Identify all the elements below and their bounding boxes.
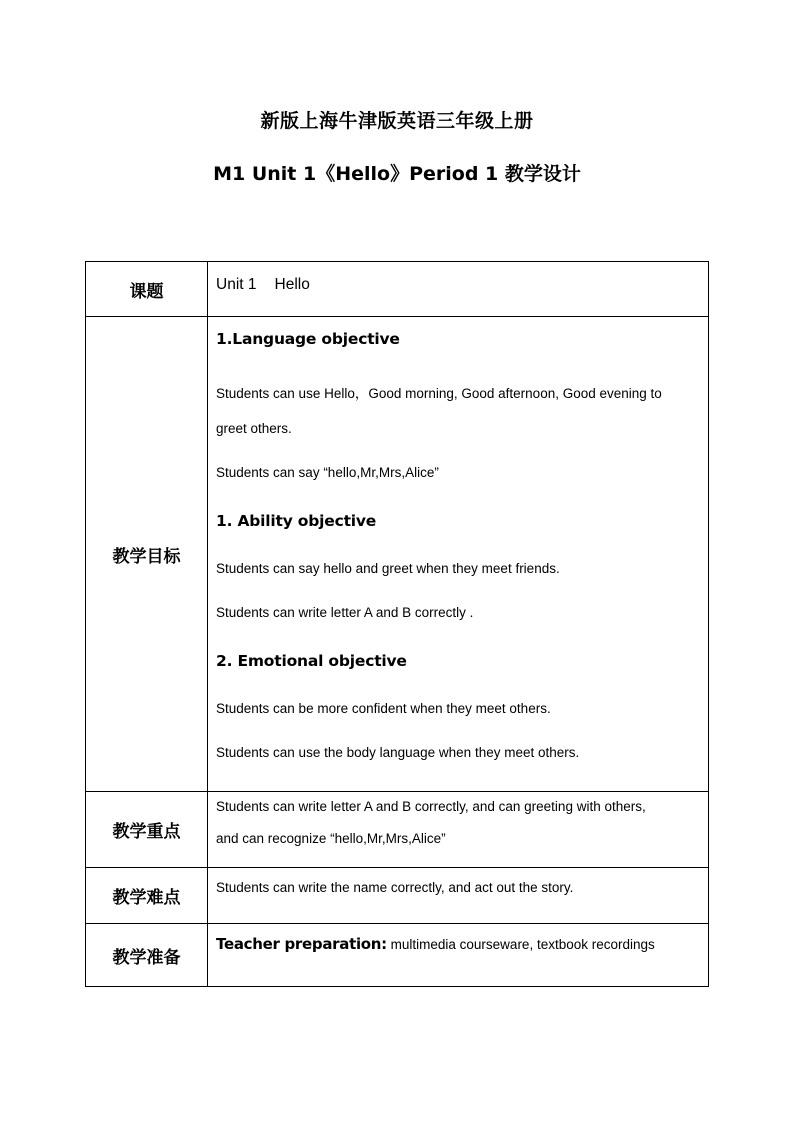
label-topic: 课题 [86,262,208,317]
label-key-points: 教学重点 [86,792,208,868]
difficulties-line-1: Students can write the name correctly, and act out the story. [216,880,574,895]
cell-difficulties [208,868,709,924]
label-difficulties: 教学难点 [86,868,208,924]
ability-objective-line-1: Students can say hello and greet when they meet friends. [216,561,560,576]
key-points-line-2: and can recognize “hello,Mr,Mrs,Alice” [216,831,446,846]
lesson-plan-table [85,261,709,987]
label-objectives: 教学目标 [86,317,208,792]
emotional-objective-line-1: Students can be more confident when they meet others. [216,701,551,716]
table-row-objectives [86,317,709,792]
language-objective-line-3: Students can say “hello,Mr,Mrs,Alice” [216,465,439,480]
table-row-topic [86,262,709,317]
document-subtitle: M1 Unit 1《Hello》Period 1 教学设计 [213,163,581,185]
preparation-line [216,934,704,955]
cell-topic [208,262,709,317]
table-row-key-points [86,792,709,868]
emotional-objective-heading: 2. Emotional objective [216,652,407,670]
document-title: 新版上海牛津版英语三年级上册 [260,110,534,132]
ability-objective-heading: 1. Ability objective [216,512,377,530]
ability-objective-line-2: Students can write letter A and B correctly . [216,605,474,620]
preparation-prefix: Teacher preparation: [216,935,387,953]
language-objective-heading: 1.Language objective [216,330,400,348]
topic-unit: Unit 1 [216,276,257,293]
topic-name: Hello [274,276,310,293]
language-objective-line-1: Students can use Hello，Good morning, Good afternoon, Good evening to [216,386,662,401]
table-row-difficulties [86,868,709,924]
preparation-text: multimedia courseware, textbook recordings [386,937,655,952]
key-points-line-1: Students can write letter A and B correctly, and can greeting with others, [216,799,646,814]
cell-preparation [208,924,709,987]
emotional-objective-line-2: Students can use the body language when they meet others. [216,745,580,760]
label-preparation: 教学准备 [86,924,208,987]
cell-key-points [208,792,709,868]
cell-objectives [208,317,709,792]
language-objective-line-2: greet others. [216,421,292,436]
topic-text [216,275,704,295]
table-row-preparation [86,924,709,987]
